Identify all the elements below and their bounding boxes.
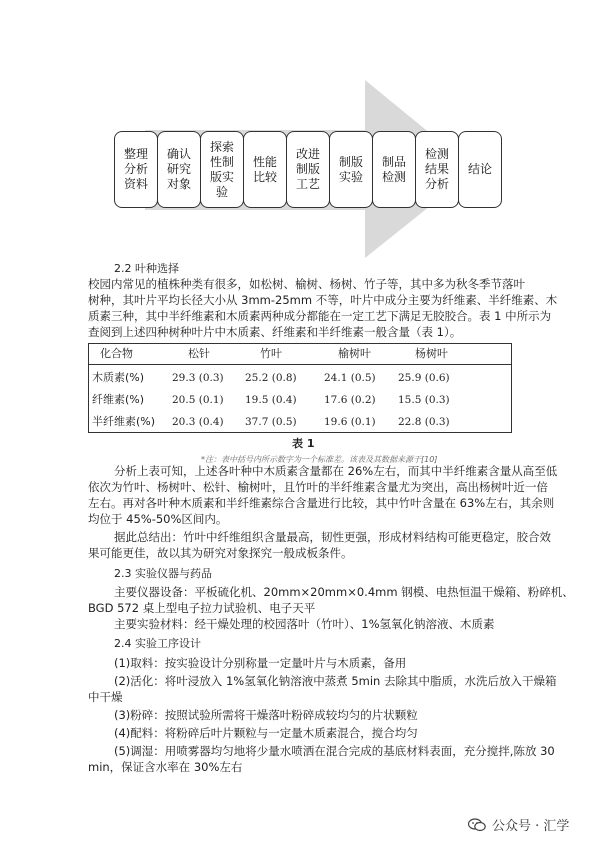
table-cell-row-label: 木质素(%) [92, 371, 145, 384]
flow-step-7-text [382, 155, 406, 185]
paragraph-line: (3)粉碎：按照试验所需将干燥落叶粉碎成较均匀的片状颗粒 [114, 708, 418, 722]
flow-step-line: 结论 [467, 162, 492, 176]
paragraph-line: 质素三种，其中半纤维素和木质素两种成分都能在一定工艺下满足无胶胶合。表 1 中所示为 [88, 309, 552, 323]
paragraph-line: 树种，其叶片平均长径大小从 3mm-25mm 不等，叶片中成分主要为纤维素、半纤维素、木 [88, 293, 558, 307]
flow-step-line: 研究 [166, 162, 191, 176]
section-heading-2-4: 2.4 实验工序设计 [114, 637, 201, 650]
paragraph-line: 依次为竹叶、杨树叶、松针、榆树叶，且竹叶的半纤维素含量尤为突出，高出杨树叶近一倍 [88, 480, 548, 494]
flow-step-1-text [124, 147, 148, 192]
process-flow-diagram [0, 0, 600, 260]
table-cell: 15.5 (0.3) [398, 394, 450, 406]
table-header-poplar: 杨树叶 [415, 347, 448, 360]
big-arrow-shape [0, 0, 600, 260]
table-cell-row-label: 纤维素(%) [92, 393, 145, 406]
flow-step-5 [286, 131, 330, 208]
flow-step-6 [329, 131, 373, 208]
table-cell: 22.8 (0.3) [398, 416, 450, 428]
table-header-pine: 松针 [188, 347, 210, 360]
section-heading-2-3: 2.3 实验仪器与药品 [114, 567, 212, 580]
paragraph-line: 据此总结出：竹叶中纤维组织含量最高，韧性更强，形成材料结构可能更稳定，胶合效 [114, 530, 551, 544]
flow-step-1 [114, 131, 158, 208]
table-left-border [88, 344, 89, 432]
flow-step-line: 改进 [295, 147, 320, 161]
flow-step-line: 结果 [424, 162, 449, 176]
flow-step-line: 工艺 [295, 177, 320, 191]
table-header-rule [88, 364, 512, 365]
flow-step-line: 比较 [252, 169, 277, 184]
flow-step-line: 分析 [123, 162, 148, 176]
flow-step-line: 探索 [209, 139, 234, 154]
flow-step-line: 验 [215, 184, 228, 199]
table-header-bamboo: 竹叶 [260, 347, 282, 360]
composition-table [88, 343, 512, 433]
flow-step-line: 资料 [123, 177, 148, 191]
flow-step-8 [415, 131, 459, 208]
paragraph-line: 左右。再对各叶种木质素和半纤维素综合含量进行比较，其中竹叶含量在 63%左右，其余则 [88, 496, 555, 510]
table-cell: 17.6 (0.2) [324, 394, 376, 406]
table-header-compound: 化合物 [100, 347, 133, 360]
paragraph-line: 中干燥 [88, 690, 123, 704]
flow-step-line: 性能 [252, 154, 277, 169]
table-cell: 20.3 (0.4) [172, 416, 224, 428]
paragraph-line: BGD 572 桌上型电子拉力试验机、电子天平 [88, 601, 316, 615]
paragraph-line: (1)取料：按实验设计分别称量一定量叶片与木质素，备用 [114, 656, 407, 670]
table-cell: 25.2 (0.8) [245, 372, 297, 384]
flow-step-2 [157, 131, 201, 208]
wechat-watermark [468, 815, 569, 834]
flow-step-9 [458, 131, 502, 208]
flow-step-line: 对象 [166, 177, 191, 191]
table-caption: 表 1 [292, 437, 315, 450]
paragraph-line: 主要仪器设备：平板硫化机、20mm×20mm×0.4mm 钢模、电热恒温干燥箱、粉碎机、 [114, 585, 574, 599]
paragraph-line: 查阅到上述四种树种叶片中木质素、纤维素和半纤维素一般含量（表 1）。 [88, 325, 462, 339]
table-cell: 19.5 (0.4) [245, 394, 297, 406]
paragraph-line: (4)配料：将粉碎后叶片颗粒与一定量木质素混合，搅合均匀 [114, 726, 418, 740]
flow-step-line: 检测 [381, 169, 406, 184]
table-note: *注：表中括号内所示数字为一个标准差。该表及其数据来源于[10] [201, 455, 438, 464]
flow-step-line: 性制 [209, 154, 234, 169]
flow-step-line: 实验 [338, 169, 363, 184]
flow-step-4-text [253, 155, 277, 185]
flow-step-line: 制版 [338, 154, 363, 169]
table-cell-row-label: 半纤维素(%) [92, 415, 156, 428]
flow-step-8-text [425, 147, 449, 192]
paragraph-line: min，保证含水率在 30%左右 [88, 760, 243, 774]
flow-step-line: 分析 [424, 177, 449, 191]
paragraph-line: (5)调湿：用喷雾器均匀地将少量水喷洒在混合完成的基底材料表面，充分搅拌,陈放 30 [114, 744, 555, 758]
flow-step-4 [243, 131, 287, 208]
flow-step-line: 版实 [209, 169, 234, 184]
table-right-border [511, 344, 512, 432]
table-cell: 29.3 (0.3) [172, 372, 224, 384]
paragraph-line: (2)活化：将叶浸放入 1%氢氧化钠溶液中蒸煮 5min 去除其中脂质，水洗后放入干燥箱 [114, 674, 557, 688]
paragraph-line: 均位于 45%-50%区间内。 [88, 512, 228, 526]
flow-step-2-text [167, 147, 191, 192]
flow-step-6-text [339, 155, 363, 185]
flow-step-3 [200, 131, 244, 208]
flow-step-9-text [468, 162, 492, 177]
paragraph-line: 果可能更佳，故以其为研究对象探究一般成板条件。 [88, 546, 353, 560]
paragraph-line: 分析上表可知，上述各叶种中木质素含量都在 26%左右，而其中半纤维素含量从高至低 [114, 464, 558, 478]
paragraph-line: 主要实验材料：经干燥处理的校园落叶（竹叶）、1%氢氧化钠溶液、木质素 [114, 617, 495, 631]
flow-step-line: 制品 [381, 154, 406, 169]
table-header-elm: 榆树叶 [338, 347, 371, 360]
section-heading-2-2: 2.2 叶种选择 [114, 262, 179, 275]
flow-step-line: 制版 [295, 162, 320, 176]
flow-step-line: 检测 [424, 147, 449, 161]
table-cell: 37.7 (0.5) [245, 416, 297, 428]
watermark-text: 公众号 · 汇学 [492, 819, 570, 834]
flow-step-5-text [296, 147, 320, 192]
flow-step-3-text [210, 140, 234, 200]
flow-step-line: 整理 [123, 147, 148, 161]
wechat-icon [468, 818, 486, 832]
table-cell: 20.5 (0.1) [172, 394, 224, 406]
table-cell: 19.6 (0.1) [324, 416, 376, 428]
table-cell: 24.1 (0.5) [324, 372, 376, 384]
flow-step-line: 确认 [166, 147, 191, 161]
paragraph-line: 校园内常见的植株种类有很多，如松树、榆树、杨树、竹子等，其中多为秋冬季节落叶 [88, 277, 525, 291]
flow-step-7 [372, 131, 416, 208]
table-cell: 25.9 (0.6) [398, 372, 450, 384]
